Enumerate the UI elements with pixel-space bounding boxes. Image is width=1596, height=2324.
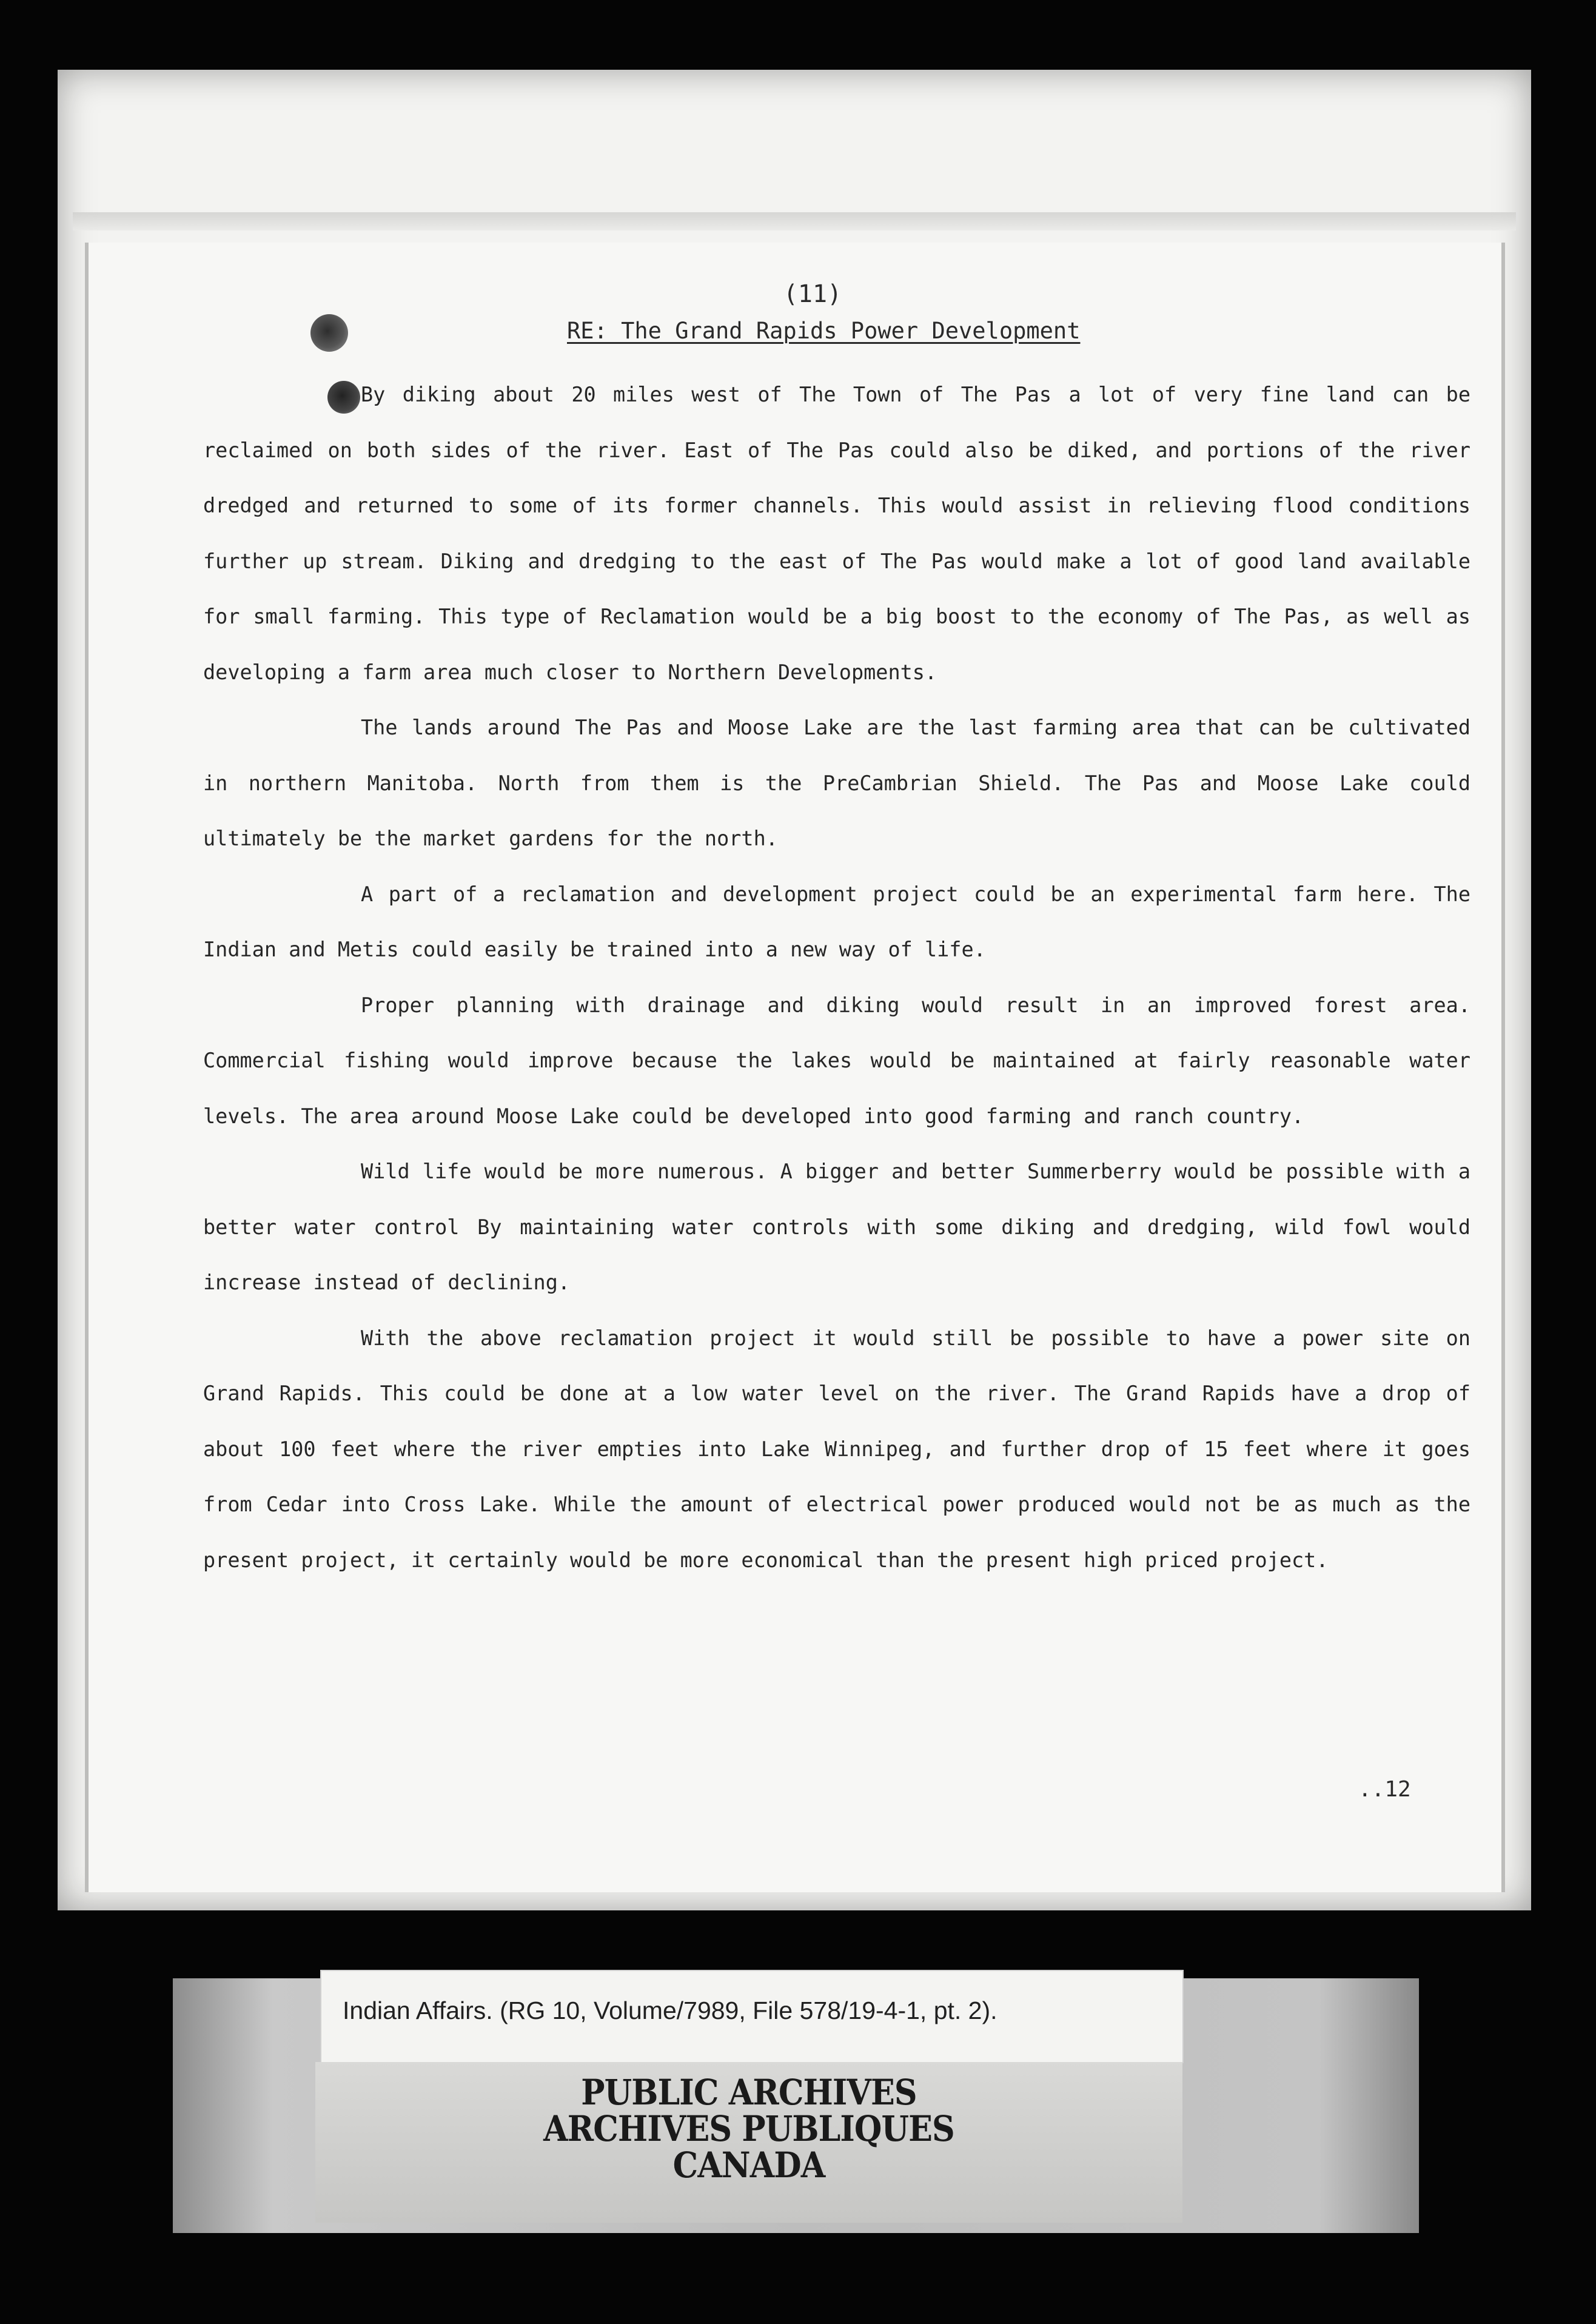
archives-stamp-line3: CANADA <box>672 2144 825 2186</box>
paragraph-4: Proper planning with drainage and diking would result in an improved forest area. Commercial fishing would improve because the lakes would be maintained at fairly reasonable water levels. The area around Moose Lake could be developed into good farming and ranch country. <box>203 993 1470 1128</box>
continuation-marker: ..12 <box>1358 1777 1411 1802</box>
paragraph-2: The lands around The Pas and Moose Lake are the last farming area that can be cultivated in northern Manitoba. North from them is the PreCambrian Shield. The Pas and Moose Lake could ultimately be the market gardens for the north. <box>203 716 1470 850</box>
archives-stamp-line1: PUBLIC ARCHIVES <box>581 2072 917 2113</box>
paragraph-1: By diking about 20 miles west of The Town of The Pas a lot of very fine land can be reclaimed on both sides of the river. East of The Pas could also be diked, and portions of the river dredged and returned to some of its former channels. This would assist in relieving flood conditions further up stream. Diking and dredging to the east of The Pas would make a lot of good land available for small farming. This type of Reclamation would be a big boost to the economy of The Pas, as well as developing a farm area much closer to Northern Developments. <box>203 383 1470 684</box>
paragraph-5: Wild life would be more numerous. A bigger and better Summerberry would be possible with a better water control By maintaining water controls with some diking and dredging, wild fowl would increase instead of declining. <box>203 1160 1470 1294</box>
page-number: (11) <box>783 280 842 308</box>
archives-stamp <box>315 2072 1182 2186</box>
archive-citation: Indian Affairs. (RG 10, Volume/7989, File 578/19-4-1, pt. 2). <box>343 1997 998 2024</box>
archives-stamp-line2: ARCHIVES PUBLIQUES <box>543 2108 954 2149</box>
paragraph-3: A part of a reclamation and development project could be an experimental farm here. The Indian and Metis could easily be trained into a new way of life. <box>203 882 1470 961</box>
ink-blot <box>310 314 348 352</box>
page-edge-shadow <box>73 212 1516 230</box>
document-body <box>203 367 1470 1588</box>
document-heading: RE: The Grand Rapids Power Development <box>567 318 1081 344</box>
paragraph-6: With the above reclamation project it would still be possible to have a power site on Grand Rapids. This could be done at a low water level on the river. The Grand Rapids have a drop of about 100 feet where the river empties into Lake Winnipeg, and further drop of 15 feet where it goes from Cedar into Cross Lake. While the amount of electrical power produced would not be as much as the present project, it certainly would be more economical than the present high priced project. <box>203 1326 1470 1572</box>
